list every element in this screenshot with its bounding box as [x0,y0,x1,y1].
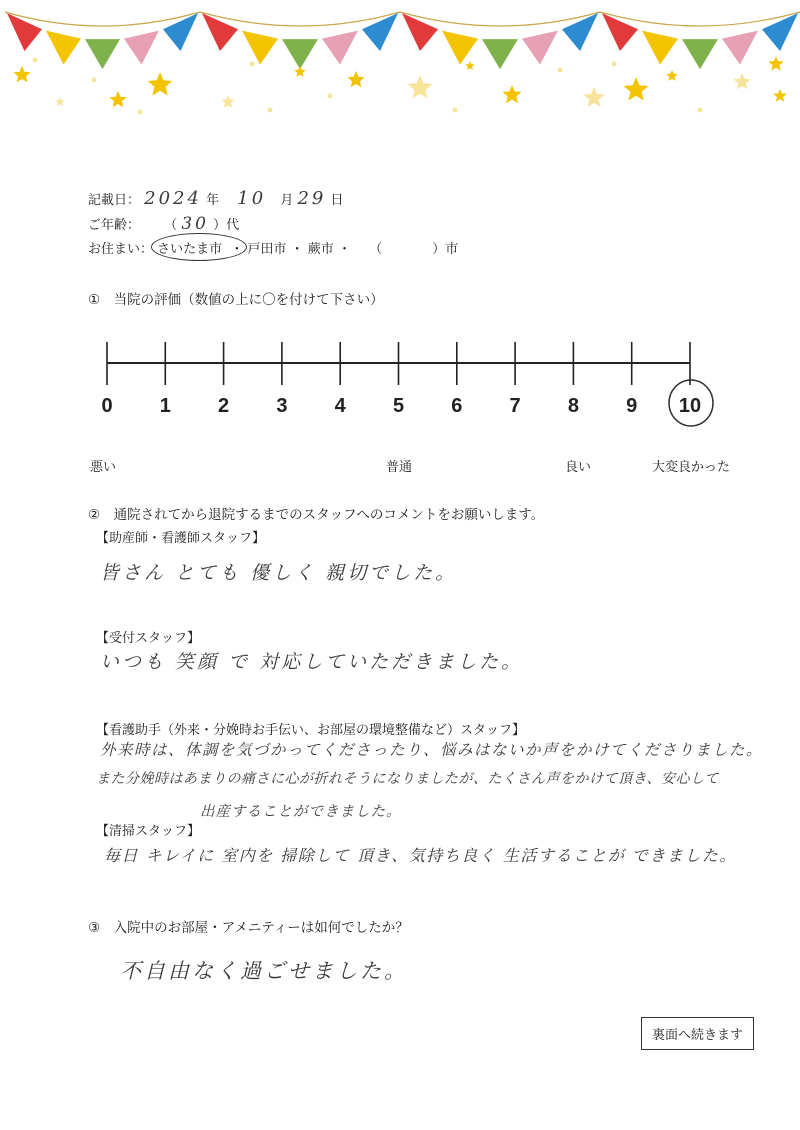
scale-label-0: 0 [101,395,113,417]
q3-title: ③ 入院中のお部屋・アメニティーは如何でしたか？ [88,920,409,936]
assistant-comment-line-2: また分娩時はあまりの痛さに心が折れそうになりましたが、たくさん声をかけて頂き、安心して [96,771,719,787]
star-decoration [465,61,475,70]
star-decoration [294,66,305,77]
bunting-flag [362,13,398,51]
bunting-flag [163,13,198,51]
bunting-flag [642,31,678,65]
record-date-row [88,188,344,209]
record-date-label: 記載日： [88,193,141,208]
residence-option-warabi: 蕨市 [307,242,334,257]
age-value: 30 [181,214,209,234]
scale-label-2: 2 [218,395,230,417]
residence-option-other-close: ）市 [432,242,459,257]
residence-option-other-open: （ [369,242,383,257]
bunting-flag [282,39,318,69]
bunting-flag [322,31,358,65]
dot-decoration [453,108,458,113]
bunting-string [5,12,200,26]
dot-decoration [612,62,617,67]
bunting-flag [482,39,518,69]
age-row [88,214,239,234]
dot-decoration [558,68,563,73]
star-decoration [768,56,783,71]
residence-option-toda: 戸田市 [247,242,287,257]
bunting-flag [682,39,718,69]
bunting-flag [402,13,438,51]
star-decoration [584,87,605,107]
residence-label: お住まい： [88,242,154,257]
bunting-string [200,12,400,26]
assistant-label: 【看護助手（外来・分娩時お手伝い、お部屋の環境整備など）スタッフ】 [96,723,526,738]
cleaning-label: 【清掃スタッフ】 [96,824,201,839]
residence-sep-3: ・ [337,242,351,257]
residence-row [88,238,458,257]
star-decoration [13,66,30,82]
scale-label-10: 10 [678,395,702,417]
reception-comment: いつも 笑顔 で 対応していただきました。 [100,651,524,673]
dot-decoration [138,110,143,115]
residence-option-saitama: さいたま市 [157,242,223,257]
scale-label-5: 5 [392,395,405,417]
star-decoration [773,89,786,102]
anchor-good: 良い [565,460,592,475]
cleaning-comment: 毎日 キレイに 室内を 掃除して 頂き、気持ち良く 生活することが できました。 [104,846,737,865]
scale-label-4: 4 [334,395,346,417]
residence-sep-1: ・ [230,242,244,257]
dot-decoration [698,108,703,113]
age-label: ご年齢： [88,218,141,233]
anchor-normal: 普通 [386,460,413,475]
anchor-bad: 悪い [90,460,117,475]
continue-label: 裏面へ続きます [652,1028,744,1043]
year-unit: 年 [206,193,220,208]
record-day: 29 [297,188,327,209]
anchor-best: 大変良かった [652,460,731,475]
star-decoration [109,91,126,107]
dot-decoration [328,94,333,99]
scale-label-7: 7 [509,395,521,417]
age-open: （ [164,218,178,233]
bunting-flag [762,13,798,51]
star-decoration [148,72,173,96]
month-unit: 月 [280,193,294,208]
bunting-string [600,12,800,26]
day-unit: 日 [330,193,344,208]
star-decoration [347,71,364,87]
bunting-flag [722,31,758,65]
record-year: 2024 [144,188,202,209]
star-decoration [733,73,750,89]
continue-on-back-notice [641,1017,754,1050]
star-decoration [55,97,65,106]
bunting-flag [522,31,558,65]
scale-label-6: 6 [451,395,463,417]
scale-label-3: 3 [276,395,288,417]
bunting-flag [562,13,598,51]
bunting-flag [7,13,42,51]
q3-comment: 不自由なく過ごせました。 [120,959,408,983]
age-close: ）代 [213,218,240,233]
star-decoration [408,75,433,99]
star-decoration [221,95,234,108]
reception-label: 【受付スタッフ】 [96,631,201,646]
star-decoration [503,85,522,103]
record-month: 10 [237,188,267,209]
q2-title: ② 通院されてから退院するまでのスタッフへのコメントをお願いします。 [88,507,545,523]
star-decoration [666,70,677,81]
dot-decoration [92,78,97,83]
scale-label-1: 1 [159,395,171,417]
midwife-comment: 皆さん とても 優しく 親切でした。 [100,562,458,584]
bunting-flag [242,31,278,65]
scale-label-8: 8 [567,395,579,417]
star-decoration [624,77,649,101]
rating-scale [0,330,800,440]
bunting-flag [124,31,159,65]
bunting-flag [46,31,81,65]
dot-decoration [250,62,255,67]
bunting-flag [202,13,238,51]
assistant-comment-line-3: 出産することができました。 [200,804,402,820]
dot-decoration [268,108,273,113]
bunting-decoration [0,0,800,130]
dot-decoration [33,58,38,63]
bunting-flag [85,39,120,69]
q1-title: ① 当院の評価（数値の上に〇を付けて下さい） [88,292,384,308]
bunting-flag [442,31,478,65]
assistant-comment-line-1: 外来時は、体調を気づかってくださったり、悩みはないか声をかけてくださりました。 [100,741,764,759]
scale-label-9: 9 [626,395,638,417]
residence-circle-mark [151,233,247,261]
bunting-string [400,12,600,26]
bunting-flag [602,13,638,51]
residence-sep-2: ・ [290,242,304,257]
midwife-label: 【助産師・看護師スタッフ】 [96,531,266,546]
